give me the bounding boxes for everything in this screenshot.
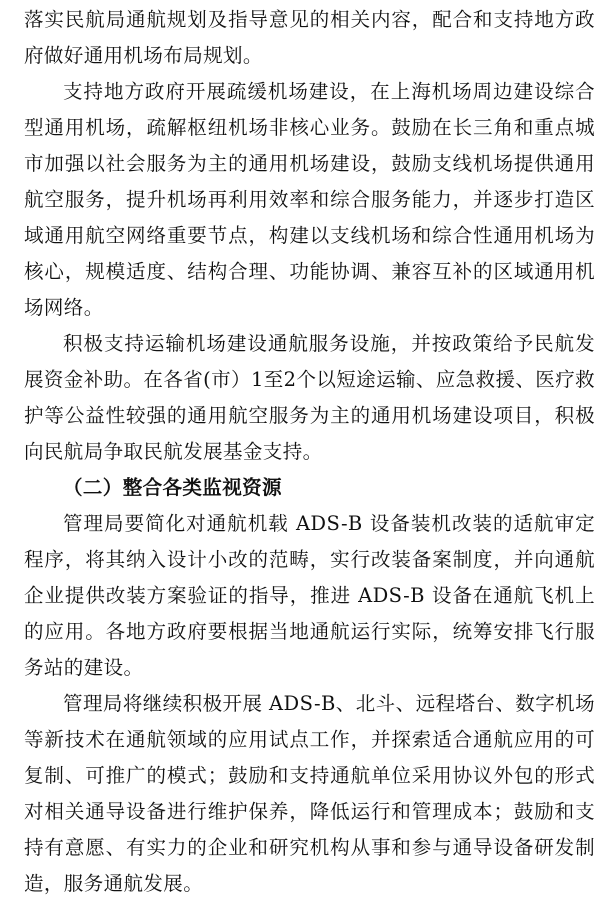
paragraph-ads-b-certification: 管理局要简化对通航机载 ADS-B 设备装机改装的适航审定程序，将其纳入设计小改的范畴，实行改装备案制度，并向通航企业提供改装方案验证的指导，推进 ADS-B 设备在通航飞机上的应用。各地方政府要根据当地通航运行实际，统筹安排飞行服务站的建设。 [24, 512, 595, 679]
paragraph-planning: 落实民航局通航规划及指导意见的相关内容，配合和支持地方政府做好通用机场布局规划。 [24, 8, 595, 67]
section-heading: （二）整合各类监视资源 [63, 476, 282, 499]
paragraph-funding-support: 积极支持运输机场建设通航服务设施，并按政策给予民航发展资金补助。在各省(市）1至2个以短途运输、应急救援、医疗救护等公益性较强的通用航空服务为主的通用机场建设项目，积极向民航局争取民航发展基金支持。 [24, 332, 595, 463]
paragraph-airport-construction: 支持地方政府开展疏缓机场建设，在上海机场周边建设综合型通用机场，疏解枢纽机场非核心业务。鼓励在长三角和重点城市加强以社会服务为主的通用机场建设，鼓励支线机场提供通用航空服务，提升机场再利用效率和综合服务能力，并逐步打造区域通用航空网络重要节点，构建以支线机场和综合性通用机场为核心，规模适度、结构合理、功能协调、兼容互补的区域通用机场网络。 [24, 80, 595, 319]
paragraph-new-technology: 管理局将继续积极开展 ADS-B、北斗、远程塔台、数字机场等新技术在通航领域的应用试点工作，并探索适合通航应用的可复制、可推广的模式；鼓励和支持通航单位采用协议外包的形式对相关通导设备进行维护保养，降低运行和管理成本；鼓励和支持有意愿、有实力的企业和研究机构从事和参与通导设备研发制造，服务通航发展。 [24, 692, 595, 895]
